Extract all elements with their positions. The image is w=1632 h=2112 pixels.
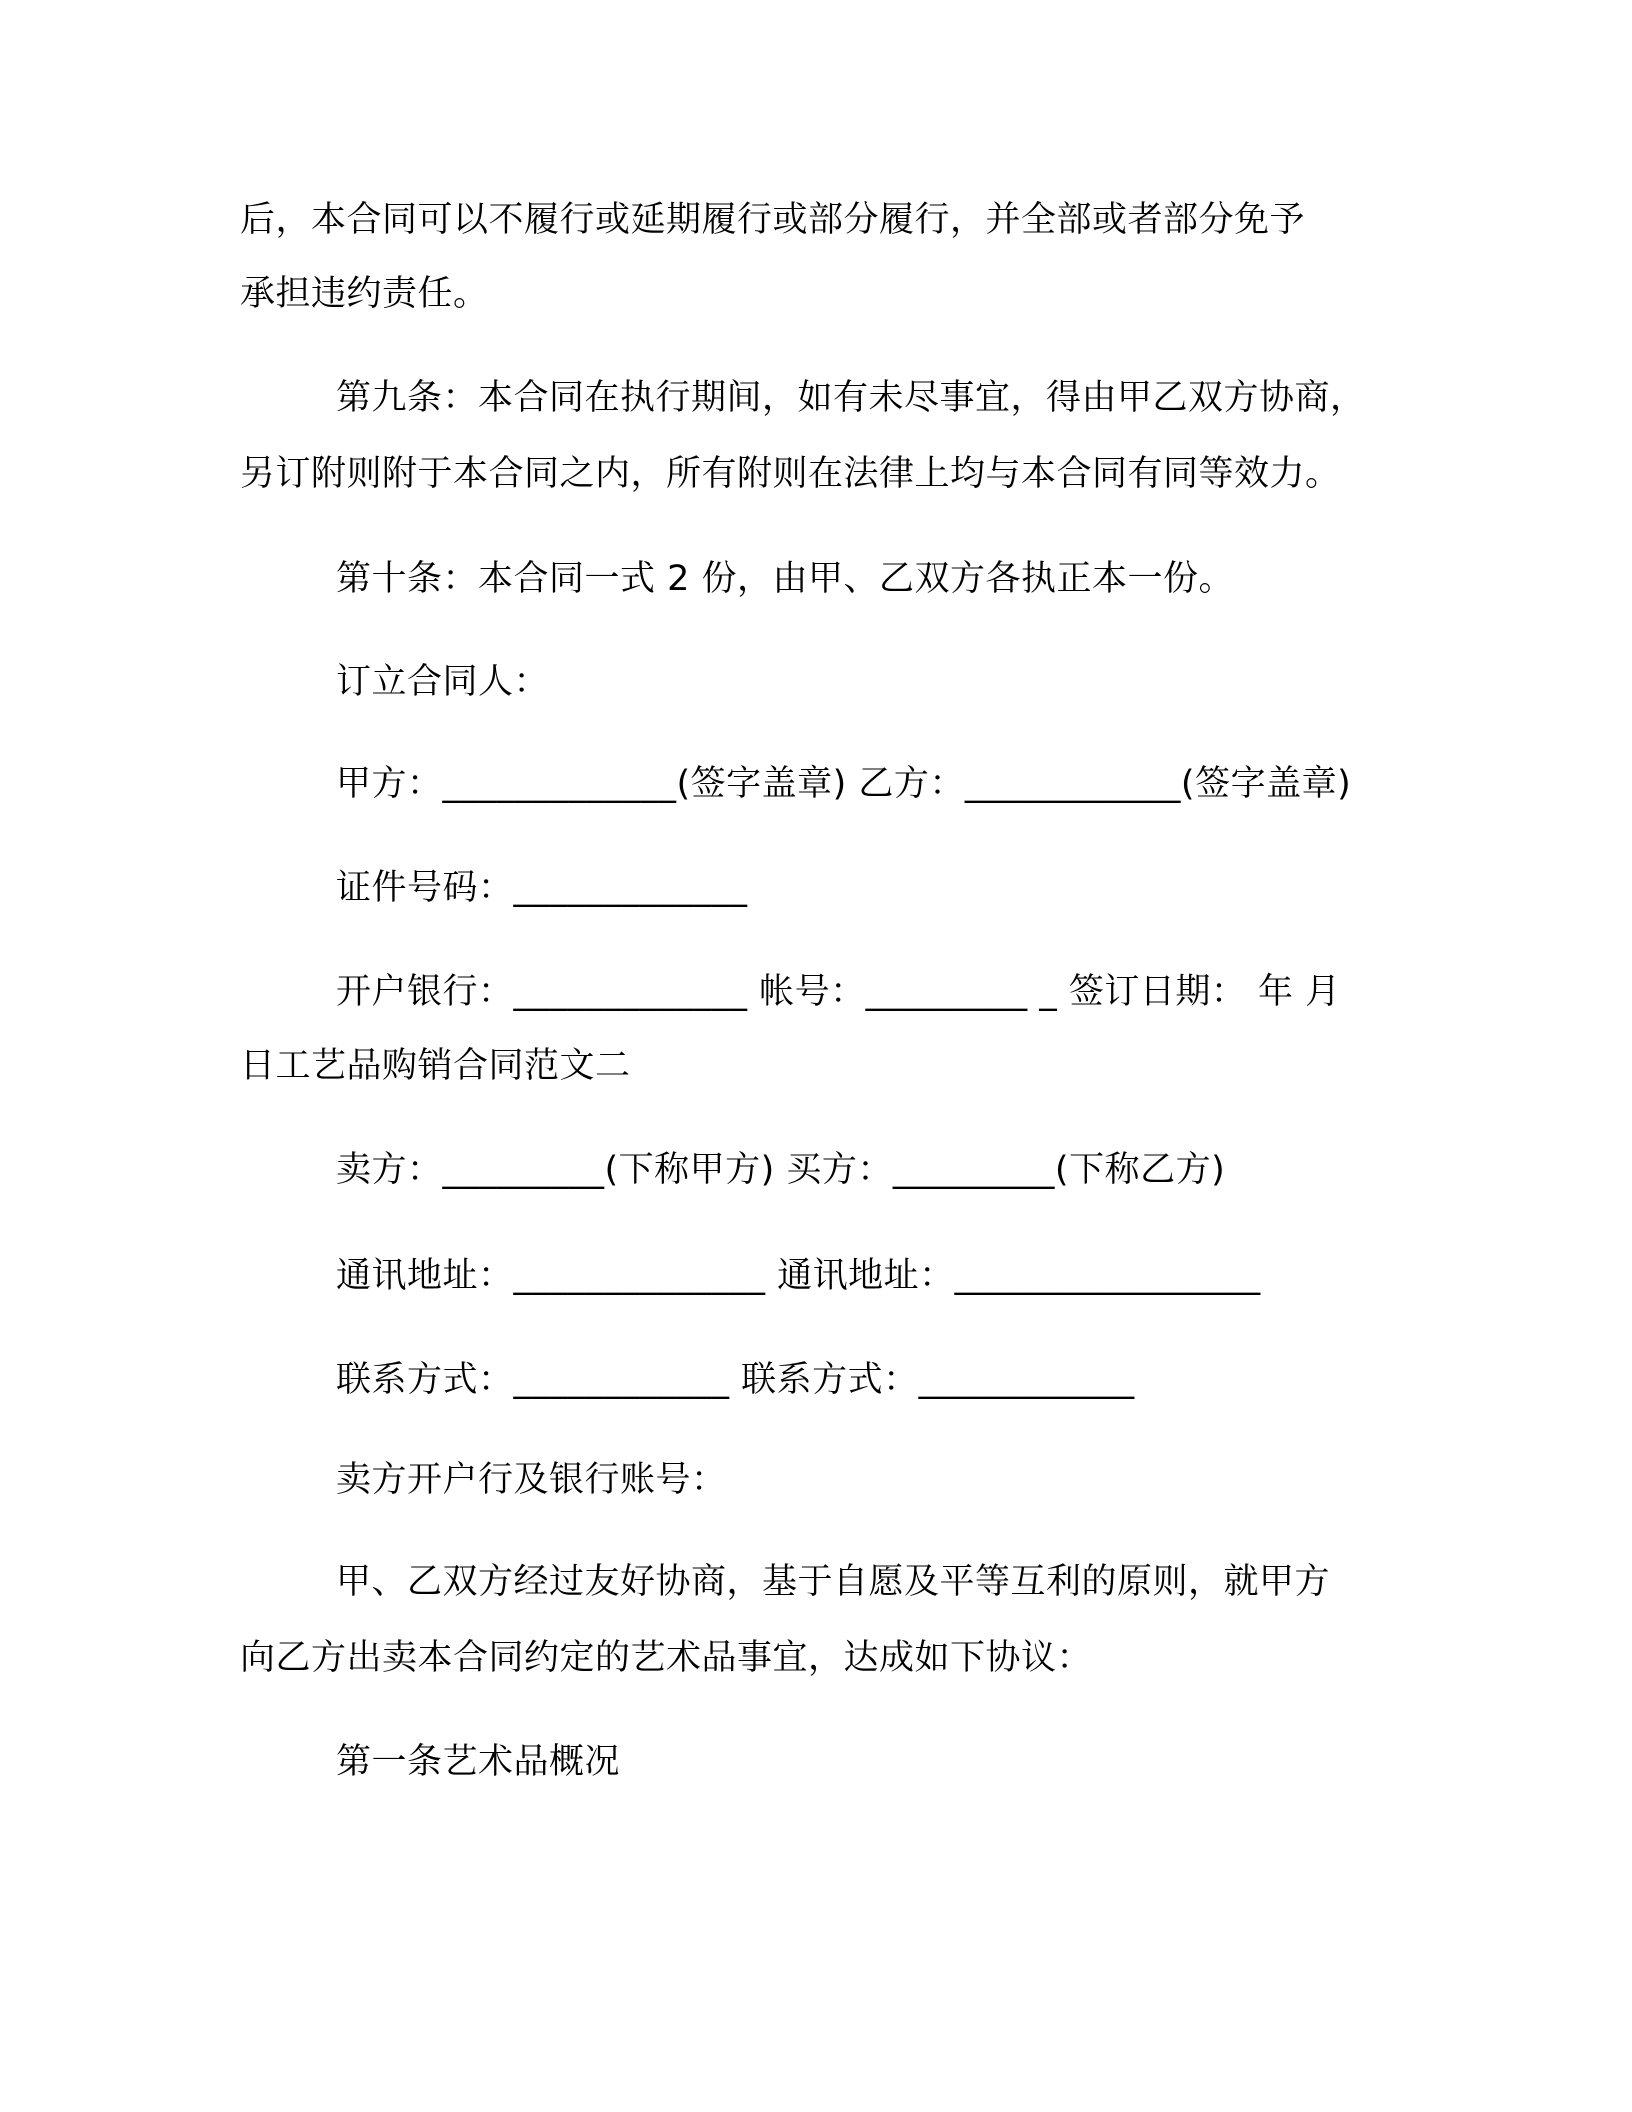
text-line-8: 证件号码：_____________ [336, 868, 748, 908]
text-line-13: 联系方式：____________ 联系方式：____________ [336, 1360, 1135, 1400]
text-line-11: 卖方：_________(下称甲方) 买方：_________(下称乙方) [336, 1150, 1226, 1190]
text-line-16: 向乙方出卖本合同约定的艺术品事宜，达成如下协议： [240, 1638, 1093, 1678]
text-line-2: 承担违约责任。 [240, 274, 489, 314]
text-line-4: 另订附则附于本合同之内，所有附则在法律上均与本合同有同等效力。 [240, 454, 1341, 494]
text-line-12: 通讯地址：______________ 通讯地址：_________________ [336, 1256, 1261, 1296]
text-line-1: 后，本合同可以不履行或延期履行或部分履行，并全部或者部分免予 [240, 200, 1306, 240]
text-line-9: 开户银行：_____________ 帐号：_________ _ 签订日期： 年 月 [336, 972, 1341, 1012]
text-line-5: 第十条：本合同一式 2 份，由甲、乙双方各执正本一份。 [336, 559, 1235, 599]
text-line-10: 日工艺品购销合同范文二 [240, 1046, 631, 1086]
text-line-14: 卖方开户行及银行账号： [336, 1460, 727, 1500]
text-line-3: 第九条：本合同在执行期间，如有未尽事宜，得由甲乙双方协商， [336, 378, 1366, 418]
text-line-15: 甲、乙双方经过友好协商，基于自愿及平等互利的原则，就甲方 [336, 1562, 1331, 1602]
text-line-7: 甲方：_____________(签字盖章) 乙方：____________(签字盖章) [336, 764, 1352, 804]
text-line-6: 订立合同人： [336, 662, 550, 702]
text-line-17: 第一条艺术品概况 [336, 1742, 621, 1782]
